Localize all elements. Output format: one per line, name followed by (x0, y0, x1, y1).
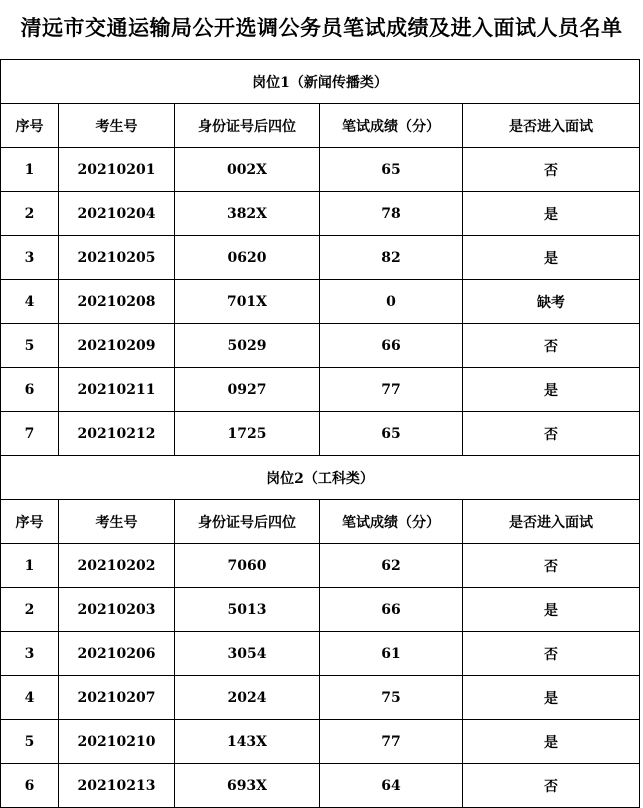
cell-interview-status: 否 (463, 544, 640, 588)
table-row (1, 632, 640, 676)
cell-id-last-four: 3054 (175, 632, 320, 676)
cell-score: 77 (320, 368, 463, 412)
cell-id-last-four: 693X (175, 764, 320, 808)
cell-index: 1 (1, 544, 59, 588)
cell-index: 5 (1, 720, 59, 764)
table-row (1, 236, 640, 280)
section-title: 岗位2（工科类） (1, 456, 640, 500)
cell-id-last-four: 0620 (175, 236, 320, 280)
cell-score: 82 (320, 236, 463, 280)
column-header: 是否进入面试 (463, 500, 640, 544)
cell-id-last-four: 1725 (175, 412, 320, 456)
cell-interview-status: 否 (463, 412, 640, 456)
cell-candidate-number: 20210202 (59, 544, 175, 588)
cell-index: 4 (1, 280, 59, 324)
column-header: 考生号 (59, 104, 175, 148)
document-title: 清远市交通运输局公开选调公务员笔试成绩及进入面试人员名单 (20, 15, 623, 40)
cell-index: 5 (1, 324, 59, 368)
cell-candidate-number: 20210212 (59, 412, 175, 456)
results-table-body (1, 60, 640, 808)
cell-index: 4 (1, 676, 59, 720)
cell-candidate-number: 20210210 (59, 720, 175, 764)
cell-score: 0 (320, 280, 463, 324)
cell-score: 65 (320, 148, 463, 192)
cell-interview-status: 缺考 (463, 280, 640, 324)
cell-id-last-four: 002X (175, 148, 320, 192)
table-row (1, 324, 640, 368)
cell-candidate-number: 20210213 (59, 764, 175, 808)
table-row (1, 544, 640, 588)
column-header: 笔试成绩（分） (320, 104, 463, 148)
cell-interview-status: 是 (463, 588, 640, 632)
cell-id-last-four: 7060 (175, 544, 320, 588)
cell-candidate-number: 20210206 (59, 632, 175, 676)
cell-score: 62 (320, 544, 463, 588)
cell-score: 61 (320, 632, 463, 676)
cell-index: 6 (1, 368, 59, 412)
cell-candidate-number: 20210201 (59, 148, 175, 192)
cell-id-last-four: 2024 (175, 676, 320, 720)
cell-id-last-four: 382X (175, 192, 320, 236)
cell-id-last-four: 143X (175, 720, 320, 764)
table-row (1, 412, 640, 456)
cell-candidate-number: 20210204 (59, 192, 175, 236)
cell-candidate-number: 20210205 (59, 236, 175, 280)
column-header: 考生号 (59, 500, 175, 544)
column-header: 是否进入面试 (463, 104, 640, 148)
cell-candidate-number: 20210203 (59, 588, 175, 632)
table-row (1, 148, 640, 192)
cell-score: 66 (320, 324, 463, 368)
cell-candidate-number: 20210208 (59, 280, 175, 324)
section-title: 岗位1（新闻传播类） (1, 60, 640, 104)
table-row (1, 676, 640, 720)
column-header: 身份证号后四位 (175, 104, 320, 148)
cell-interview-status: 否 (463, 764, 640, 808)
cell-interview-status: 是 (463, 720, 640, 764)
cell-interview-status: 否 (463, 148, 640, 192)
cell-score: 75 (320, 676, 463, 720)
column-header: 笔试成绩（分） (320, 500, 463, 544)
cell-interview-status: 否 (463, 632, 640, 676)
section-header-row (1, 60, 640, 104)
cell-interview-status: 是 (463, 236, 640, 280)
cell-score: 66 (320, 588, 463, 632)
column-header: 序号 (1, 104, 59, 148)
cell-index: 1 (1, 148, 59, 192)
cell-interview-status: 是 (463, 192, 640, 236)
cell-score: 65 (320, 412, 463, 456)
table-row (1, 720, 640, 764)
cell-index: 2 (1, 588, 59, 632)
cell-id-last-four: 0927 (175, 368, 320, 412)
cell-index: 2 (1, 192, 59, 236)
table-row (1, 764, 640, 808)
section-header-row (1, 456, 640, 500)
column-header: 身份证号后四位 (175, 500, 320, 544)
cell-score: 77 (320, 720, 463, 764)
cell-index: 6 (1, 764, 59, 808)
column-header-row (1, 104, 640, 148)
table-row (1, 588, 640, 632)
cell-score: 64 (320, 764, 463, 808)
cell-candidate-number: 20210211 (59, 368, 175, 412)
cell-id-last-four: 5029 (175, 324, 320, 368)
cell-index: 3 (1, 236, 59, 280)
table-row (1, 280, 640, 324)
cell-id-last-four: 701X (175, 280, 320, 324)
column-header: 序号 (1, 500, 59, 544)
cell-id-last-four: 5013 (175, 588, 320, 632)
cell-score: 78 (320, 192, 463, 236)
table-row (1, 368, 640, 412)
table-row (1, 192, 640, 236)
column-header-row (1, 500, 640, 544)
cell-index: 7 (1, 412, 59, 456)
cell-interview-status: 是 (463, 368, 640, 412)
cell-candidate-number: 20210209 (59, 324, 175, 368)
results-table (0, 59, 640, 808)
cell-index: 3 (1, 632, 59, 676)
cell-interview-status: 是 (463, 676, 640, 720)
cell-interview-status: 否 (463, 324, 640, 368)
cell-candidate-number: 20210207 (59, 676, 175, 720)
